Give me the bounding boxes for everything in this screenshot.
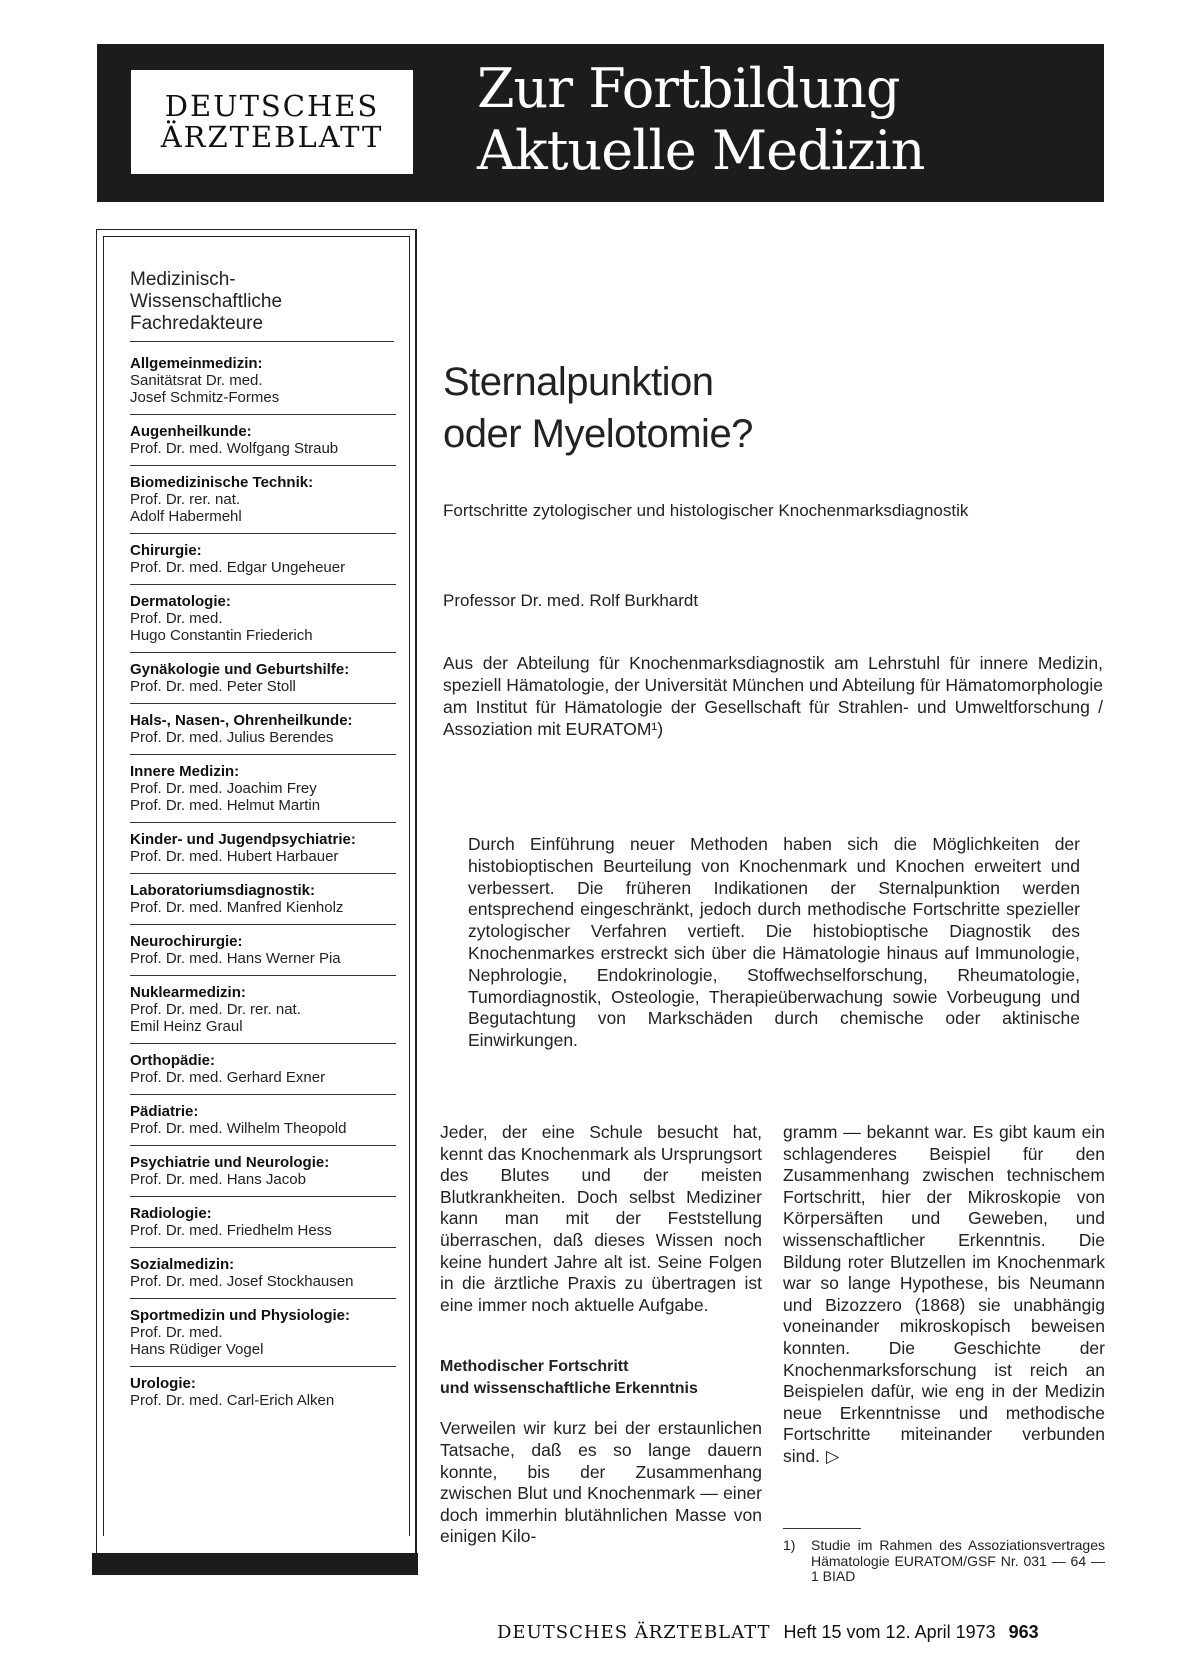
logo-line-1: DEUTSCHES [164,89,380,123]
editor-entry [130,1367,396,1417]
editor-name: Hugo Constantin Friederich [130,627,313,644]
masthead-band [97,44,1104,202]
editor-name: Prof. Dr. med. Edgar Ungeheuer [130,559,346,576]
text-column-2 [783,1122,1105,1468]
editor-entry [130,976,396,1044]
editor-name: Prof. Dr. med. Manfred Kienholz [130,899,344,916]
editor-name: Sanitätsrat Dr. med. [130,372,263,389]
editor-name: Hans Rüdiger Vogel [130,1341,264,1358]
editor-name: Prof. Dr. med. Dr. rer. nat. [130,1001,301,1018]
article-author: Professor Dr. med. Rolf Burkhardt [443,591,699,610]
sidebar-divider [130,341,394,342]
editor-name: Prof. Dr. med. Gerhard Exner [130,1069,326,1086]
editor-entry [130,1197,396,1248]
editor-name: Prof. Dr. med. Friedhelm Hess [130,1222,332,1239]
editor-entry [130,466,396,534]
footnote-text: Studie im Rahmen des Assoziationsvertrages Hämatologie EURATOM/GSF Nr. 031 — 64 — 1 BIAD [811,1537,1105,1584]
body-paragraph-text: gramm — bekannt war. Es gibt kaum ein schlagenderes Beispiel für den Zusammenhang zwischen technischem Fortschritt, hier der Mikroskopie von Körpersäften und Geweben, und wissenschaftlicher Erkenntnis. Die Bildung roter Blutzellen im Knochenmark war so lange Hypothese, bis Neumann und Bizozzero (1868) sie unabhängig voneinander mikroskopisch beweisen konnten. Die Geschichte der Knochenmarksforschung ist reich an Beispielen dafür, wie eng in der Medizin neue Erkenntnisse und methodische Fortschritte miteinander verbunden sind. [783,1122,1105,1466]
footer-journal: DEUTSCHES ÄRZTEBLATT [497,1622,771,1643]
editor-entry [130,1044,396,1095]
section-title-line-1: Zur Fortbildung [477,57,900,120]
editor-specialty: Pädiatrie: [130,1103,199,1120]
sidebar-heading-line: Medizinisch- [130,269,236,290]
editor-entry [130,653,396,704]
editor-entry [130,823,396,874]
editor-name: Prof. Dr. med. Hans Jacob [130,1171,306,1188]
editor-entry [130,1248,396,1299]
editor-entry [130,874,396,925]
journal-logo [131,70,413,174]
editor-specialty: Sportmedizin und Physiologie: [130,1307,351,1324]
logo-line-2: ÄRZTEBLATT [160,120,384,154]
article-title-line-2: oder Myelotomie? [443,412,753,456]
section-title [477,58,924,182]
editor-name: Prof. Dr. med. Josef Stockhausen [130,1273,354,1290]
section-heading [440,1356,762,1400]
editor-specialty: Innere Medizin: [130,763,240,780]
section-heading-line-2: und wissenschaftliche Erkenntnis [440,1380,698,1398]
editor-entry [130,415,396,466]
sidebar-heading [130,269,390,335]
editor-entry [130,704,396,755]
footnote-mark: 1) [783,1537,796,1553]
article-subtitle: Fortschritte zytologischer und histologischer Knochenmarksdiagnostik [443,501,969,520]
editor-specialty: Nuklearmedizin: [130,984,246,1001]
sidebar-heading-line: Wissenschaftliche [130,291,283,312]
sidebar-heading-line: Fachredakteure [130,313,264,334]
editor-entry [130,755,396,823]
page-number: 963 [1008,1622,1039,1642]
continue-arrow-icon: ▷ [825,1445,840,1466]
article-abstract: Durch Einführung neuer Methoden haben sich die Möglichkeiten der histobioptischen Beurteilung von Knochenmark und Knochen erweitert und verbessert. Die früheren Indikationen der Sternalpunktion werden entsprechend eingeschränkt, jedoch durch methodische Fortschritte spezieller zytologischer Verfahren vertieft. Die histobioptische Diagnostik des Knochenmarkes erstreckt sich über die Hämatologie hinaus auf Immunologie, Nephrologie, Endokrinologie, Stoffwechselforschung, Rheumatologie, Tumordiagnostik, Osteologie, Therapieüberwachung sowie Vorbeugung und Begutachtung von Markschäden durch chemische oder aktinische Einwirkungen. [468,834,1080,1051]
editor-name: Prof. Dr. med. Hans Werner Pia [130,950,341,967]
author-affiliation: Aus der Abteilung für Knochenmarksdiagnostik am Lehrstuhl für innere Medizin, speziell Hämatologie, der Universität München und Abteilung für Hämatomorphologie am Institut für Hämatologie der Gesellschaft für Strahlen- und Umweltforschung / Assoziation mit EURATOM¹) [443,653,1103,739]
editor-specialty: Psychiatrie und Neurologie: [130,1154,330,1171]
article-title [443,356,753,460]
editor-specialty: Hals-, Nasen-, Ohrenheilkunde: [130,712,353,729]
editors-sidebar [96,229,417,1554]
editor-entry [130,585,396,653]
editor-entry [130,347,396,415]
editor-entry [130,925,396,976]
editor-specialty: Radiologie: [130,1205,212,1222]
editor-name: Prof. Dr. med. Wilhelm Theopold [130,1120,347,1137]
editor-name: Prof. Dr. med. [130,610,223,627]
section-heading-line-1: Methodischer Fortschritt [440,1358,629,1376]
editor-name: Prof. Dr. med. Julius Berendes [130,729,334,746]
body-paragraph [783,1122,1105,1468]
editor-list [130,347,396,1417]
sidebar-bottom-bar [92,1553,418,1575]
editor-specialty: Allgemeinmedizin: [130,355,263,372]
editor-entry [130,1095,396,1146]
editor-name: Prof. Dr. med. [130,1324,223,1341]
footnote-divider [783,1528,861,1529]
editor-name: Prof. Dr. med. Hubert Harbauer [130,848,339,865]
editor-name: Prof. Dr. med. Carl-Erich Alken [130,1392,335,1409]
editor-specialty: Sozialmedizin: [130,1256,235,1273]
editor-specialty: Gynäkologie und Geburtshilfe: [130,661,350,678]
editor-specialty: Dermatologie: [130,593,231,610]
footnote [783,1538,1105,1585]
sidebar-inner-frame [103,236,410,1536]
section-title-line-2: Aktuelle Medizin [477,119,925,182]
editor-specialty: Urologie: [130,1375,196,1392]
editor-name: Prof. Dr. med. Helmut Martin [130,797,321,814]
editor-name: Josef Schmitz-Formes [130,389,280,406]
footer-issue: Heft 15 vom 12. April 1973 [783,1622,996,1642]
editor-name: Prof. Dr. med. Wolfgang Straub [130,440,339,457]
editor-name: Prof. Dr. med. Joachim Frey [130,780,317,797]
body-paragraph: Verweilen wir kurz bei der erstaunlichen Tatsache, daß es so lange dauern konnte, bis der Zusammenhang zwischen Blut und Knochenmark — einer doch immerhin blutähnlichen Masse von einigen Kilo- [440,1418,762,1547]
editor-name: Prof. Dr. rer. nat. [130,491,241,508]
editor-name: Emil Heinz Graul [130,1018,243,1035]
body-paragraph: Jeder, der eine Schule besucht hat, kennt das Knochenmark als Ursprungsort des Blutes und der meisten Blutkrankheiten. Doch selbst Mediziner kann man mit der Feststellung überraschen, daß dieses Wissen noch keine hundert Jahre alt ist. Seine Folgen in die ärztliche Praxis zu übertragen ist eine immer noch aktuelle Aufgabe. [440,1122,762,1315]
editor-specialty: Augenheilkunde: [130,423,252,440]
editor-entry [130,1299,396,1367]
editor-entry [130,534,396,585]
editor-specialty: Chirurgie: [130,542,202,559]
editor-specialty: Laboratoriumsdiagnostik: [130,882,316,899]
text-column-1 [440,1122,762,1548]
editor-specialty: Biomedizinische Technik: [130,474,314,491]
editor-name: Adolf Habermehl [130,508,242,525]
editor-specialty: Kinder- und Jugendpsychiatrie: [130,831,356,848]
page-footer [497,1622,1039,1643]
editor-specialty: Orthopädie: [130,1052,215,1069]
article-title-line-1: Sternalpunktion [443,360,714,404]
editor-name: Prof. Dr. med. Peter Stoll [130,678,296,695]
editor-specialty: Neurochirurgie: [130,933,243,950]
editor-entry [130,1146,396,1197]
